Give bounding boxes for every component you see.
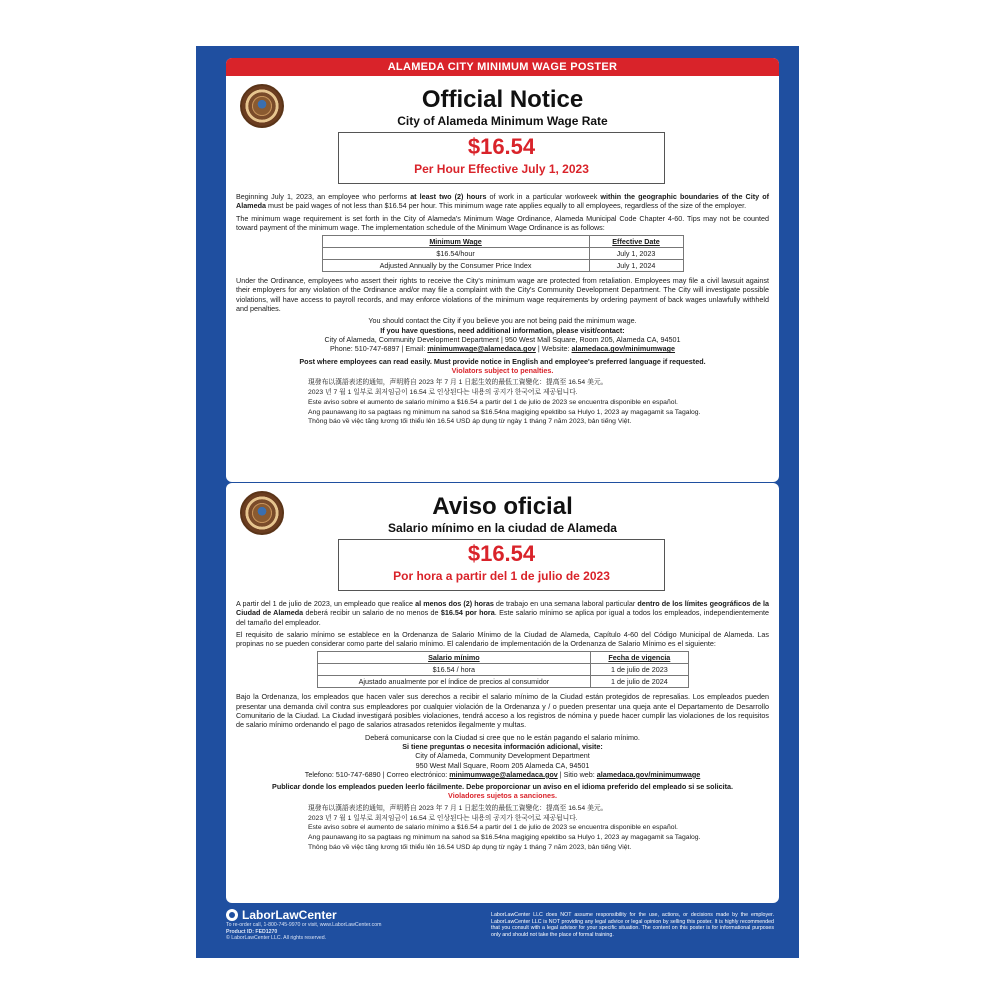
reorder-info: To re-order call, 1-800-745-9970 or visit, www.LaborLawCenter.com: [226, 922, 382, 928]
table-row: Adjusted Annually by the Consumer Price Index July 1, 2024: [322, 260, 683, 272]
language-availability: 現發布以漢語表述的通知，声明將自 2023 年 7 月 1 日起生效的最低工資變化：提高至 16.54 美元。 2023 년 7 월 1 일부로 최저임금이 16.54 로 인상된다는 내용의 공지가 한국어로 제공됩니다. Este aviso sobre el aumento de salario mínimo a $16.54 a partir del 1 de julio de 2023 se encuentra disponible en español. Ang paunawang ito sa pagtaas ng minimum na sahod sa $16.54na magiging epektibo sa Hulyo 1, 2023 ay magagamit sa Tagalog. Thông báo về việc tăng lương tối thiểu lên 16.54 USD áp dụng từ ngày 1 tháng 7 năm 2023, bản tiếng Việt.: [308, 379, 701, 426]
contact-block: Deberá comunicarse con la Ciudad si cree que no le están pagando el salario mínimo. Si tiene preguntas o necesita información adicional, visite: City of Alameda, Community Development Department 950 West Mall Square, Room 205 Alameda CA, 94501 Telefono: 510-747-6890 | Correo electrónico: minimumwage@alamedaca.gov | Sitio web: alamedaca.gov/minimumwage: [304, 732, 701, 779]
notice-title: Aviso oficial: [432, 493, 573, 520]
notice-title: Official Notice: [421, 86, 584, 113]
notice-body: [236, 599, 769, 854]
table-header: Salario mínimo: [317, 652, 591, 664]
language-availability: 現發布以漢語表述的通知，声明將自 2023 年 7 月 1 日起生效的最低工資變化：提高至 16.54 美元。 2023 년 7 월 1 일부로 최저임금이 16.54 로 인상된다는 내용의 공지가 한국어로 제공됩니다. Este aviso sobre el aumento de salario mínimo a $16.54 a partir del 1 de julio de 2023 se encuentra disponible en español. Ang paunawang ito sa pagtaas ng minimum na sahod sa $16.54na magiging epektibo sa Hulyo 1, 2023 ay magagamit sa Tagalog. Thông báo về việc tăng lương tối thiểu lên 16.54 USD áp dụng từ ngày 1 tháng 7 năm 2023, bản tiếng Việt.: [308, 804, 701, 851]
product-id: Product ID: FED1270: [226, 928, 278, 935]
table-header: Fecha de vigencia: [591, 652, 688, 664]
rate-effective-date: Por hora a partir del 1 de julio de 2023: [393, 569, 610, 583]
posting-requirement: Publicar donde los empleados pueden leerlo fácilmente. Debe proporcionar un aviso en el idioma preferido del empleado si se solicita.: [272, 782, 733, 792]
email-link[interactable]: minimumwage@alamedaca.gov: [449, 769, 558, 779]
website-link[interactable]: alamedaca.gov/minimumwage: [596, 769, 701, 779]
retaliation-paragraph: Bajo la Ordenanza, los empleados que hacen valer sus derechos a recibir el salario mínimo de la Ciudad están protegidos de represalias. Los empleados pueden presentar una demanda civil contra sus empleadores por cualquier violación de la Ordenanza y / o pueden presentar una queja ante el Departamento de Desarrollo Comunitario de la Ciudad. La Ciudad investigará posibles violaciones, tendrá acceso a los registros de nómina y puede hacer cumplir las violaciones de los requisitos de salario mínimo ordenando el pago de salarios atrasados retenidos ilegalmente y multas.: [236, 692, 769, 730]
email-link[interactable]: minimumwage@alamedaca.gov: [427, 344, 536, 354]
violators-warning: Violadores sujetos a sanciones.: [448, 791, 557, 801]
brand-logo: LaborLawCenter: [226, 908, 476, 922]
disclaimer: LaborLawCenter LLC does NOT assume responsibility for the use, actions, or decisions made by the employer. LaborLawCenter LLC is NOT providing any legal advice or legal opinion by selling this poster. It is highly recommended that you consult with a legal advisor for your specific situation. The content on this poster is for informational purposes only and should not take the place of formal training.: [491, 912, 774, 939]
wage-schedule-table: [317, 651, 689, 688]
ordinance-paragraph: The minimum wage requirement is set forth in the City of Alameda's Minimum Wage Ordinance, Alameda Municipal Code Chapter 4-60. Tips may not be counted toward payment of the minimum wage. The implementation schedule of the Minimum Wage Ordinance is as follows:: [236, 213, 769, 232]
rate-effective-date: Per Hour Effective July 1, 2023: [414, 162, 589, 176]
poster-banner: ALAMEDA CITY MINIMUM WAGE POSTER: [226, 58, 779, 76]
table-header: Effective Date: [589, 236, 683, 248]
rate-box: [338, 132, 665, 184]
wage-schedule-table: [322, 235, 684, 272]
table-row: $16.54 / hora 1 de julio de 2023: [317, 664, 688, 676]
retaliation-paragraph: Under the Ordinance, employees who assert their rights to receive the City's minimum wage are protected from retaliation. Employees may file a civil lawsuit against their employers for any violation of the Ordinance and/or may file a complaint with the City's Community Development Department. The City will investigate possible violations, will have access to payroll records, and may enforce violations of the minimum wage requirements by ordering payment of back wages unlawfully withheld and penalties.: [236, 276, 769, 314]
table-header: Minimum Wage: [322, 236, 589, 248]
notice-subtitle: Salario mínimo en la ciudad de Alameda: [388, 521, 617, 535]
wage-poster: [196, 46, 799, 958]
rate-amount: $16.54: [467, 134, 536, 159]
violators-warning: Violators subject to penalties.: [451, 365, 554, 375]
rate-box: [338, 539, 665, 591]
posting-requirement: Post where employees can read easily. Must provide notice in English and employee's preferred language if requested.: [299, 356, 706, 366]
copyright: © LaborLawCenter LLC. All rights reserved.: [226, 935, 327, 942]
footer-brand-block: [226, 908, 476, 942]
intro-paragraph: Beginning July 1, 2023, an employee who performs at least two (2) hours of work in a particular workweek within the geographic boundaries of the City of Alameda must be paid wages of not less than $16.54 per hour. This minimum wage rate applies equally to all employees, regardless of the size of the employer.: [236, 192, 769, 211]
notice-subtitle: City of Alameda Minimum Wage Rate: [397, 114, 608, 128]
english-notice-panel: [226, 58, 779, 482]
spanish-notice-panel: [226, 483, 779, 903]
table-row: Ajustado anualmente por el índice de precios al consumidor 1 de julio de 2024: [317, 676, 688, 688]
rate-amount: $16.54: [467, 541, 536, 566]
notice-body: [236, 192, 769, 428]
website-link[interactable]: alamedaca.gov/minimumwage: [571, 344, 676, 354]
ordinance-paragraph: El requisito de salario mínimo se establece en la Ordenanza de Salario Mínimo de la Ciudad de Alameda, Capítulo 4-60 del Código Municipal de Alameda. Las propinas no se pueden considerar como parte del salario mínimo. El calendario de implementación de la Ordenanza de Salario Mínimo es el siguiente:: [236, 629, 769, 649]
contact-block: You should contact the City if you believe you are not being paid the minimum wage. If you have questions, need additional information, please visit/contact: City of Alameda, Community Development Department | 950 West Mall Square, Room 205, Alameda CA, 94501 Phone: 510-747-6897 | Email: minimumwage@alamedaca.gov | Website: alamedaca.gov/minimumwage: [324, 316, 681, 354]
brand-icon: [226, 909, 238, 921]
intro-paragraph: A partir del 1 de julio de 2023, un empleado que realice al menos dos (2) horas de trabajo en una semana laboral particular dentro de los límites geográficos de la Ciudad de Alameda deberá recibir un salario de no menos de $16.54 por hora. Este salario mínimo se aplica por igual a todos los empleados, independientemente del tamaño del empleador.: [236, 599, 769, 627]
table-row: $16.54/hour July 1, 2023: [322, 248, 683, 260]
